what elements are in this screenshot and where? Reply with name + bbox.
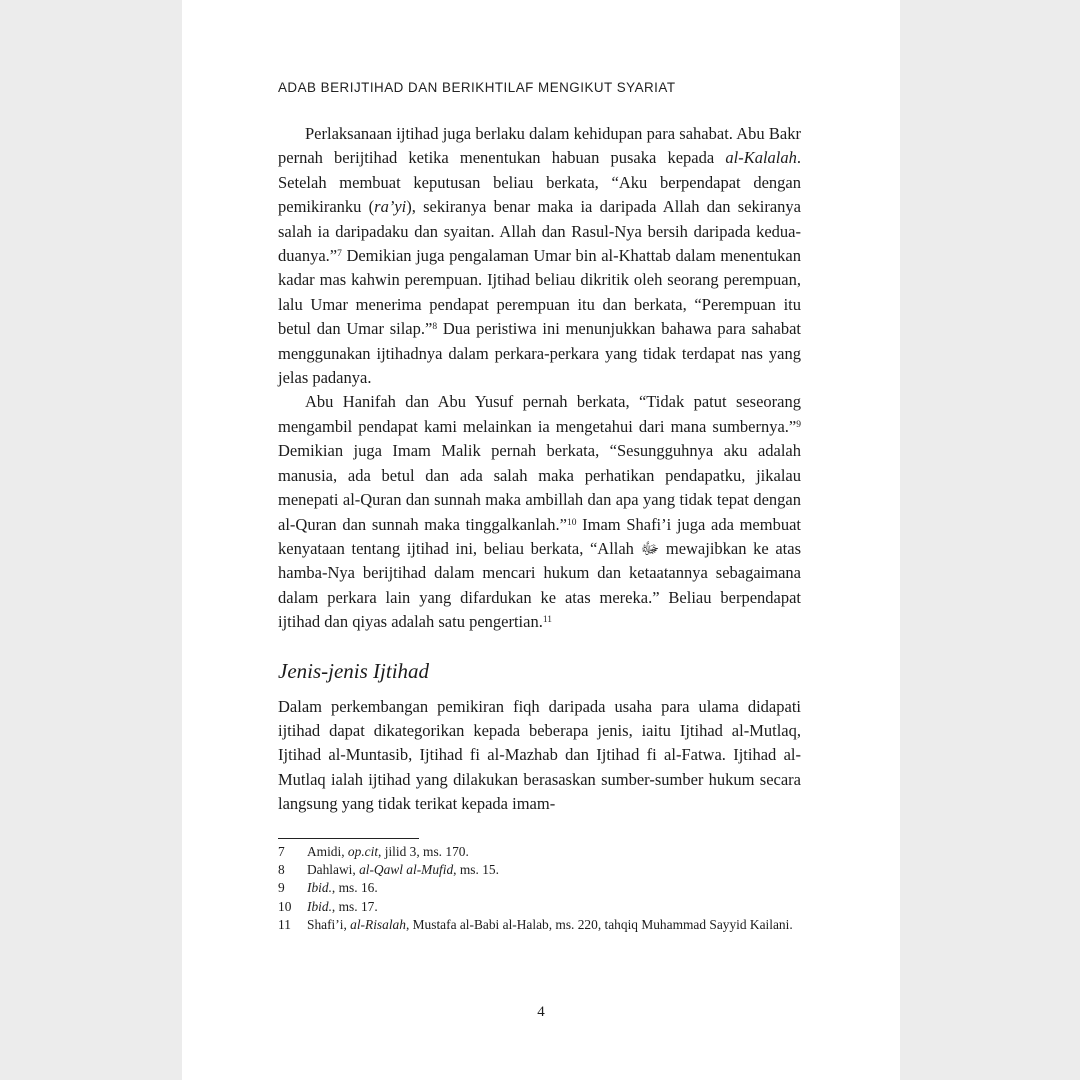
footnote-text: Ibid., ms. 16. — [307, 880, 378, 896]
italic-term: ra’yi — [374, 197, 407, 217]
body-text — [278, 122, 801, 817]
footnote-number: 9 — [278, 880, 285, 896]
footnote — [278, 898, 801, 916]
text-run: mewajibkan ke atas hamba-Nya berijtihad dalam mencari hukum dan ketaatannya sebagaimana dalam perkara lain yang difardukan ke atas mereka.” Beliau berpendapat ijtihad dan qiyas adalah satu pengertian. — [278, 538, 801, 632]
footnote-marker[interactable]: 10 — [566, 517, 577, 528]
text-run: Dua peristiwa ini menunjukkan bahawa para sahabat menggunakan ijtihadnya dalam perkara-perkara yang tidak terdapat nas yang jelas padanya. — [278, 319, 801, 388]
italic-term: al-Kalalah — [725, 148, 797, 168]
footnote — [278, 879, 801, 897]
footnote-marker[interactable]: 9 — [796, 419, 801, 430]
text-run: ), sekiranya benar maka ia daripada Allah dan sekiranya salah ia daripadaku dan syaitan. Allah dan Rasul-Nya bersih daripada kedua-duanya.” — [278, 197, 802, 266]
footnote-number: 10 — [278, 898, 292, 914]
paragraph — [278, 122, 801, 390]
text-run: . Setelah membuat keputusan beliau berkata, “Aku berpendapat dengan pemikiranku ( — [278, 148, 801, 217]
honorific-glyph: ﷻ — [640, 538, 660, 558]
footnote-text: Amidi, op.cit, jilid 3, ms. 170. — [307, 844, 469, 859]
footnote-marker[interactable]: 8 — [432, 322, 438, 333]
text-run: Imam Shafi’i juga ada membuat kenyataan tentang ijtihad ini, beliau berkata, “Allah — [278, 514, 801, 558]
paragraph: Dalam perkembangan pemikiran fiqh daripada usaha para ulama didapati ijtihad dapat dikategorikan kepada beberapa jenis, iaitu Ijtihad al-Mutlaq, Ijtihad al-Muntasib, Ijtihad fi al-Mazhab dan Ijtihad fi al-Fatwa. Ijtihad al-Mutlaq ialah ijtihad yang dilakukan berasaskan sumber-sumber hukum secara langsung yang tidak terikat kepada imam- — [278, 696, 801, 814]
footnote-text: Ibid., ms. 17. — [307, 898, 378, 914]
page-number: 4 — [537, 1004, 545, 1020]
footnote-number: 7 — [278, 844, 285, 859]
footnote — [278, 916, 801, 934]
footnote — [278, 843, 801, 861]
footnote-text: Dahlawi, al-Qawl al-Mufid, ms. 15. — [307, 862, 499, 878]
footnote-marker[interactable]: 11 — [542, 615, 552, 626]
footnotes — [278, 843, 801, 934]
footnote-text: Shafi’i, al-Risalah, Mustafa al-Babi al-Halab, ms. 220, tahqiq Muhammad Sayyid Kailani. — [307, 916, 793, 932]
footnote-number: 11 — [278, 916, 291, 932]
footnote-divider — [278, 838, 419, 839]
running-head: ADAB BERIJTIHAD DAN BERIKHTILAF MENGIKUT SYARIAT — [278, 80, 676, 95]
text-run: Demikian juga pengalaman Umar bin al-Khattab dalam menentukan kadar mas kahwin perempuan. Ijtihad beliau dikritik oleh seorang perempuan, lalu Umar menerima pendapat perempuan itu dan berkata, “Perempuan itu betul dan Umar silap.” — [278, 246, 801, 339]
text-run: Demikian juga Imam Malik pernah berkata, “Sesungguhnya aku adalah manusia, ada betul dan ada salah maka perhatikan pendapatku, jikalau menepati al-Quran dan sunnah maka ambillah dan apa yang tidak tepat dengan al-Quran dan sunnah maka tinggalkanlah.” — [278, 441, 801, 534]
paragraph — [278, 390, 801, 634]
text-run: Abu Hanifah dan Abu Yusuf pernah berkata, “Tidak patut seseorang mengambil pendapat kami melainkan ia mengetahui dari mana sumbernya.” — [278, 392, 801, 436]
footnote-number: 8 — [278, 862, 285, 878]
footnote-marker[interactable]: 7 — [337, 249, 342, 260]
text-run: Perlaksanaan ijtihad juga berlaku dalam kehidupan para sahabat. Abu Bakr pernah berijtihad ketika menentukan habuan pusaka kepada — [278, 124, 801, 168]
footnote — [278, 861, 801, 879]
book-page — [182, 0, 900, 1080]
section-heading: Jenis-jenis Ijtihad — [278, 658, 430, 683]
